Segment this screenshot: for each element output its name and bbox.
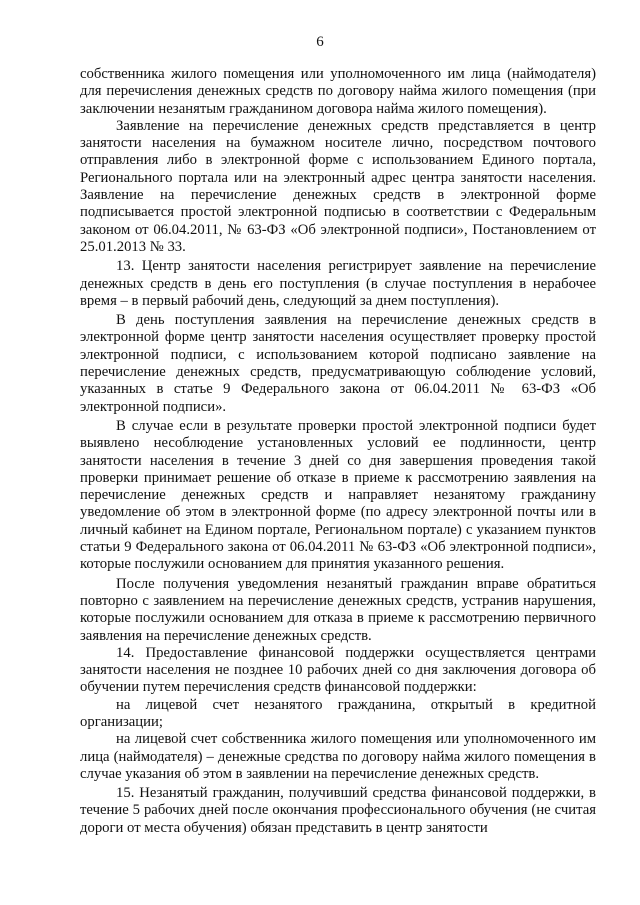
paragraph-refusal: В случае если в результате проверки простой электронной подписи будет выявлено несоблюдение установленных условий ее подлинности, центр занятости населения в течение 3 дней со дня завершения проведения такой проверки принимает решение об отказе в приеме к рассмотрению заявления на перечисление денежных средств и направляет незанятому гражданину уведомление об этом в электронной форме (по адресу электронной почты или в личный кабинет на Едином портале, Региональном портале) с указанием пунктов статьи 9 Федерального закона от 06.04.2011 № 63-ФЗ «Об электронной подписи», которые послужили основанием для принятия указанного решения. <box>80 417 596 573</box>
paragraph-continuation: собственника жилого помещения или уполномоченного им лица (наймодателя) для перечисления денежных средств по договору найма жилого помещения (при заключении незанятым гражданином договора найма жилого помещения). <box>80 66 596 117</box>
paragraph-repeat-application: После получения уведомления незанятый гражданин вправе обратиться повторно с заявлением на перечисление денежных средств, устранив нарушения, которые послужили основанием для отказа в приеме к рассмотрению первичного заявления на перечисление денежных средств. <box>80 575 596 644</box>
paragraph-signature-check: В день поступления заявления на перечисление денежных средств в электронной форме центр занятости населения осуществляет проверку простой электронной подписи, с использованием которой подписано заявление на перечисление денежных средств, предусматривающую соблюдение условий, указанных в статье 9 Федерального закона от 06.04.2011 № 63-ФЗ «Об электронной подписи». <box>80 312 596 415</box>
paragraph-13-registration: 13. Центр занятости населения регистрирует заявление на перечисление денежных средств в день его поступления (в случае поступления в нерабочее время – в первый рабочий день, следующий за днем поступления). <box>80 258 596 309</box>
paragraph-application-submission: Заявление на перечисление денежных средств представляется в центр занятости населения на бумажном носителе лично, посредством почтового отправления либо в электронной форме с использованием Единого портала, Регионального портала или на электронный адрес центра занятости населения. Заявление на перечисление денежных средств в электронной форме подписывается простой электронной подписью в соответствии с Федеральным законом от 06.04.2011, № 63-ФЗ «Об электронной подписи», Постановлением от 25.01.2013 № 33. <box>80 117 596 255</box>
page-number: 6 <box>316 34 324 50</box>
paragraph-14-financial-support: 14. Предоставление финансовой поддержки осуществляется центрами занятости населения не позднее 10 рабочих дней со дня заключения договора об обучении путем перечисления средств финансовой поддержки: <box>80 644 596 696</box>
paragraph-personal-account: на лицевой счет незанятого гражданина, открытый в кредитной организации; <box>80 696 596 730</box>
document-body <box>80 66 596 837</box>
paragraph-landlord-account: на лицевой счет собственника жилого помещения или уполномоченного им лица (наймодателя) – денежные средства по договору найма жилого помещения в случае указания об этом в заявлении на перечисление денежных средств. <box>80 731 596 782</box>
paragraph-15-obligation: 15. Незанятый гражданин, получивший средства финансовой поддержки, в течение 5 рабочих дней после окончания профессионального обучения (не считая дороги от места обучения) обязан представить в центр занятости <box>80 785 596 836</box>
